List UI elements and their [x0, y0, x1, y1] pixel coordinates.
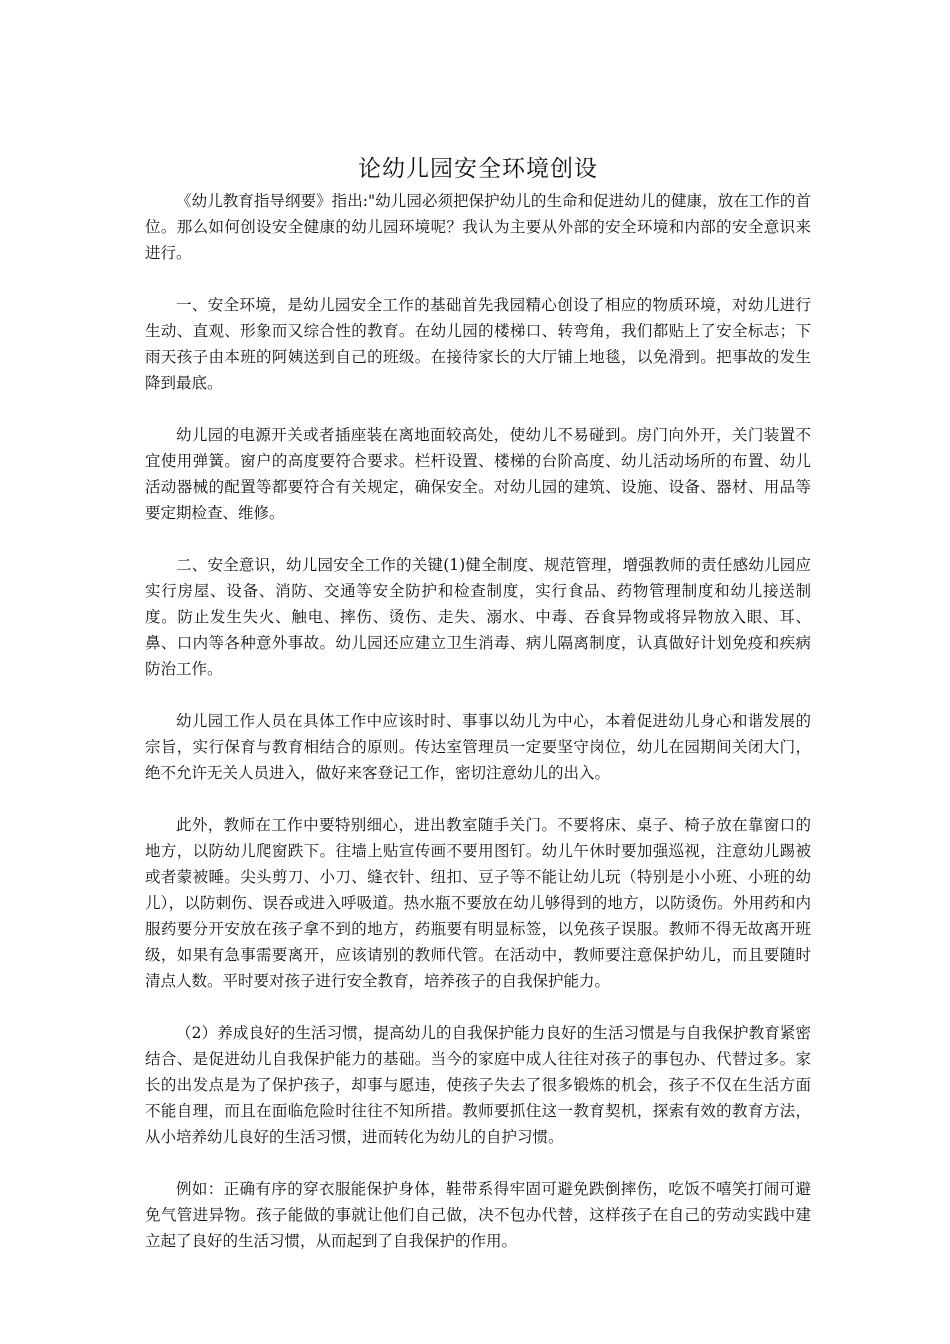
paragraph-facilities: 幼儿园的电源开关或者插座装在离地面较高处，使幼儿不易碰到。房门向外开，关门装置不宜使用弹簧。窗户的高度要符合要求。栏杆设置、楼梯的台阶高度、幼儿活动场所的布置、幼儿活动器械的配置等都要符合有关规定，确保安全。对幼儿园的建筑、设施、设备、器材、用品等要定期检查、维修。 — [145, 426, 811, 522]
paragraph-example: 例如：正确有序的穿衣服能保护身体，鞋带系得牢固可避免跌倒摔伤，吃饭不嘻笑打闹可避免气管进异物。孩子能做的事就让他们自己做，决不包办代替，这样孩子在自己的劳动实践中建立起了良好的生活习惯，从而起到了自我保护的作用。 — [145, 1180, 811, 1250]
document-title: 论幼儿园安全环境创设 — [358, 156, 598, 182]
paragraph-safety-awareness: 二、安全意识，幼儿园安全工作的关键(1)健全制度、规范管理，增强教师的责任感幼儿园应实行房屋、设备、消防、交通等安全防护和检查制度，实行食品、药物管理制度和幼儿接送制度。防止发生失火、触电、摔伤、烫伤、走失、溺水、中毒、吞食异物或将异物放入眼、耳、鼻、口内等各种意外事故。幼儿园还应建立卫生消毒、病儿隔离制度，认真做好计划免疫和疾病防治工作。 — [145, 556, 811, 678]
paragraph-staff: 幼儿园工作人员在具体工作中应该时时、事事以幼儿为中心，本着促进幼儿身心和谐发展的宗旨，实行保育与教育相结合的原则。传达室管理员一定要坚守岗位，幼儿在园期间关闭大门，绝不允许无关人员进入，做好来客登记工作，密切注意幼儿的出入。 — [145, 712, 811, 782]
paragraph-intro: 《幼儿教育指导纲要》指出:"幼儿园必须把保护幼儿的生命和促进幼儿的健康，放在工作的首位。那么如何创设安全健康的幼儿园环境呢？我认为主要从外部的安全环境和内部的安全意识来进行。 — [145, 192, 811, 262]
document-page — [145, 152, 811, 1280]
paragraph-safety-environment: 一、安全环境，是幼儿园安全工作的基础首先我园精心创设了相应的物质环境，对幼儿进行生动、直观、形象而又综合性的教育。在幼儿园的楼梯口、转弯角，我们都贴上了安全标志；下雨天孩子由本班的阿姨送到自己的班级。在接待家长的大厅铺上地毯，以免滑到。把事故的发生降到最底。 — [145, 296, 811, 392]
paragraph-habits: （2）养成良好的生活习惯，提高幼儿的自我保护能力良好的生活习惯是与自我保护教育紧密结合、是促进幼儿自我保护能力的基础。当今的家庭中成人往往对孩子的事包办、代替过多。家长的出发点是为了保护孩子，却事与愿违，使孩子失去了很多锻炼的机会，孩子不仅在生活方面不能自理，而且在面临危险时往往不知所措。教师要抓住这一教育契机，探索有效的教育方法，从小培养幼儿良好的生活习惯，进而转化为幼儿的自护习惯。 — [145, 1024, 811, 1146]
paragraph-teachers: 此外，教师在工作中要特别细心，进出教室随手关门。不要将床、桌子、椅子放在靠窗口的地方，以防幼儿爬窗跌下。往墙上贴宣传画不要用图钉。幼儿午休时要加强巡视，注意幼儿踢被或者蒙被睡。尖头剪刀、小刀、缝衣针、纽扣、豆子等不能让幼儿玩（特别是小小班、小班的幼儿），以防刺伤、误吞或进入呼吸道。热水瓶不要放在幼儿够得到的地方，以防烫伤。外用药和内服药要分开安放在孩子拿不到的地方，药瓶要有明显标签，以免孩子误服。教师不得无故离开班级，如果有急事需要离开，应该请别的教师代管。在活动中，教师要注意保护幼儿，而且要随时清点人数。平时要对孩子进行安全教育，培养孩子的自我保护能力。 — [145, 816, 811, 990]
